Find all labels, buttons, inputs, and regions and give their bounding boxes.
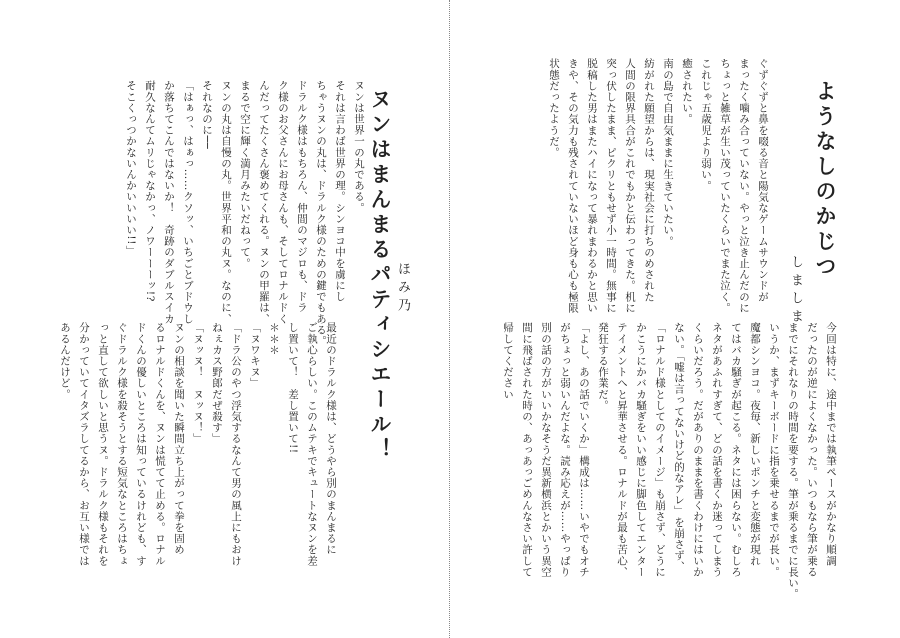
left-story-title: ヌンはまんまるパティシエール！	[368, 88, 393, 463]
text-line: くらいだろう。だがありのままを書くわけにはいか	[692, 322, 704, 578]
text-line: か落ちてこんではないか！ 奇跡のダブルスイカ	[163, 80, 175, 325]
text-line: 状態だったようだ。	[548, 58, 560, 158]
text-line: 最近のドラルク様は、どうやら別のまんまるに	[325, 322, 337, 556]
text-line: ドラルク様はもちろん、仲間のマジロも、ドラ	[296, 80, 308, 314]
text-line: 脱稿した男はまたハイになって暴れまわるかと思い	[586, 58, 598, 314]
text-line: 今回は特に、途中までは執筆ペースがかなり順調	[825, 322, 837, 567]
text-line: がちょっと弱いんだよな。読み応えが……やっぱり	[559, 322, 571, 578]
text-line: あるんだけど。	[59, 322, 71, 400]
text-line: 「ヌッヌ！ ヌッヌ！」	[192, 322, 204, 445]
text-line: 「ドラ公のやつ浮気するなんて男の風上にもおけ	[230, 322, 242, 567]
text-line: まったく噛み合っていない。やっと泣き止んだのに	[738, 58, 750, 314]
text-line: ドくんの優しいところは知っているけれども、す	[135, 322, 147, 567]
left-block2	[55, 322, 340, 566]
text-line: までにそれなりの時間を要する。筆が乗るまでに長い。	[787, 322, 799, 600]
text-line: 耐久なんてムリじゃなかっ、ノワーーーッ!?	[144, 80, 156, 302]
text-line: 間に飛ばされた時の、あっあっごめんなさい許して	[521, 322, 533, 578]
left-block1	[121, 80, 368, 346]
text-line: ねぇカス野郎だぜ殺す」	[211, 322, 223, 445]
text-line: テイメントへと昇華させる。ロナルドが最も苦心、	[616, 322, 628, 578]
text-line: ちゃうヌンの丸は、ドラルク様のための鍵でもある。	[315, 80, 327, 347]
text-line: るロナルドくんを、ヌンは慌てて止める。ロナル	[154, 322, 166, 567]
text-line: きや、その気力も残されていないほど身も心も極限	[567, 58, 579, 314]
text-line: 癒されたい。	[681, 58, 693, 125]
text-line: 人間の限界具合がこれでもかと伝わってきた。机に	[624, 58, 636, 314]
text-line: 発狂する作業だ。	[597, 322, 609, 411]
text-line: ヌンは世界一の丸である。	[353, 80, 365, 214]
text-line: 南の島で自由気ままに生きていたい。	[662, 58, 674, 247]
text-line: だったのが逆によくなかった。いつもなら筆が乗る	[806, 322, 818, 578]
right-story-author: しましま	[788, 255, 803, 327]
text-line: ぐドラルク様を殺そうとする短気なところはちょ	[116, 322, 128, 567]
text-line: これじゃ五歳児より弱い。	[700, 58, 712, 192]
text-line: 紡がれた願望からは、現実社会に打ちのめされた	[643, 58, 655, 303]
text-line: ない。「嘘は言ってないけど的なアレ」を崩さず、	[673, 322, 685, 573]
text-line: んだってたくさん褒めてくれる。ヌンの甲羅は、	[258, 80, 270, 325]
page-gutter	[449, 0, 450, 638]
text-line: ヌンの相談を聞いた瞬間立ち上がって拳を固め	[173, 322, 185, 556]
right-block1	[544, 58, 772, 313]
text-line: 「ヌワキヌ」	[249, 322, 261, 389]
text-line: ＊＊＊	[268, 322, 280, 356]
right-story-title: ようなしのかじつ	[813, 80, 838, 280]
text-line: 「ロナルド様としてのイメージ」も崩さず、どうに	[654, 322, 666, 578]
text-line: 「はぁっ、はぁっ……クソッ、いちごとブドウし	[182, 80, 194, 325]
text-line: し置いて！ 差し置いて!!	[287, 322, 299, 454]
text-line: てはバカ騒ぎが起こる。ネタには困らない。むしろ	[730, 322, 742, 578]
text-line: 「よし、あの話でいくか」構成は……いやでもオチ	[578, 322, 590, 578]
text-line: 分かっていてイタズラしてるから、お互い様では	[78, 322, 90, 567]
left-story-author: ほみ乃	[395, 262, 410, 316]
text-line: っと直して欲しいと思うヌ。ドラルク様もそれを	[97, 322, 109, 567]
text-line: それは言わば世界の理。シンヨコ中を虜にし	[334, 80, 346, 302]
text-line: いうか、まずキーボードに指を乗せるまでが長い。	[768, 322, 780, 578]
text-line: 魔都シンヨコ。夜毎、新しいポンチと変態が現れ	[749, 322, 761, 567]
text-line: ヌンの丸は自慢の丸。世界平和の丸ヌ。なのに、	[220, 80, 232, 325]
text-line: 別の話の方がいいかなそうだ異新横浜とかいう異空	[540, 322, 552, 578]
right-block2	[498, 322, 840, 600]
text-line: ご執心らしい。このムテキでキュートなヌンを差	[306, 322, 318, 567]
text-line: それなのに──	[201, 80, 213, 150]
text-line: 突っ伏したまま、ピクリともせず小一時間。無事に	[605, 58, 617, 314]
text-line: まるで空に輝く満月みたいだねって。	[239, 80, 251, 269]
text-line: そこくっつかないんかいいいい!!」	[125, 80, 137, 257]
text-line: かこうにかバカ騒ぎをいい感じに脚色してエンター	[635, 322, 647, 578]
text-line: ちょっと雑草が生い茂っていたくらいでまた泣く。	[719, 58, 731, 314]
text-line: ネタがあふれすぎて、どの話を書くか迷ってしまう	[711, 322, 723, 578]
text-line: ク様のお父さんにお母さんも、そしてロナルドく	[277, 80, 289, 325]
text-line: ぐずぐずと鼻を啜る音と陽気なゲームサウンドが	[757, 58, 769, 303]
text-line: 帰してください	[502, 322, 514, 400]
